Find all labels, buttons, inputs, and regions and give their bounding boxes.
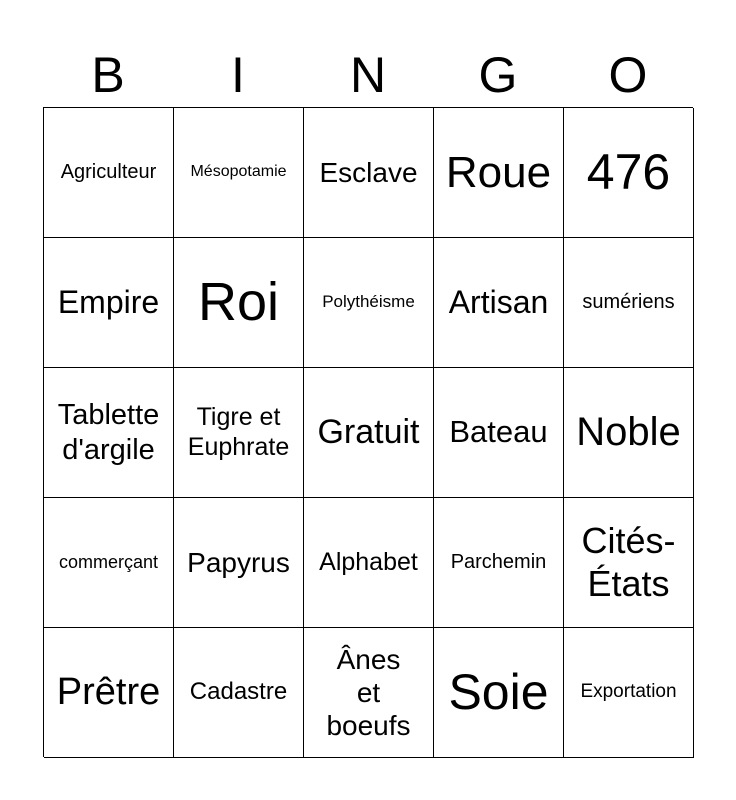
bingo-cell[interactable]: Mésopotamie [174, 108, 304, 238]
bingo-cell[interactable]: Papyrus [174, 498, 304, 628]
header-letter-o: O [608, 47, 648, 103]
bingo-cell[interactable]: Noble [564, 368, 694, 498]
bingo-cell[interactable]: Agriculteur [44, 108, 174, 238]
bingo-cell[interactable]: Prêtre [44, 628, 174, 758]
bingo-cell[interactable]: Gratuit [304, 368, 434, 498]
bingo-cell[interactable]: Cadastre [174, 628, 304, 758]
bingo-cell[interactable]: Tigre et Euphrate [174, 368, 304, 498]
bingo-cell[interactable]: 476 [564, 108, 694, 238]
bingo-grid [43, 107, 693, 757]
bingo-cell[interactable]: Cités-États [564, 498, 694, 628]
bingo-cell[interactable]: Polythéisme [304, 238, 434, 368]
bingo-cell[interactable]: Empire [44, 238, 174, 368]
bingo-cell[interactable]: Alphabet [304, 498, 434, 628]
bingo-cell[interactable]: sumériens [564, 238, 694, 368]
header-letter-g: G [478, 47, 518, 103]
bingo-cell[interactable]: commerçant [44, 498, 174, 628]
bingo-cell[interactable]: Artisan [434, 238, 564, 368]
bingo-cell[interactable]: Bateau [434, 368, 564, 498]
bingo-cell[interactable]: Roue [434, 108, 564, 238]
header-letter-i: I [231, 47, 245, 103]
bingo-cell[interactable]: Tablette d'argile [44, 368, 174, 498]
bingo-cell[interactable]: Ânes et boeufs [304, 628, 434, 758]
header-letter-n: N [349, 47, 387, 103]
header-letter-b: B [91, 47, 125, 103]
bingo-header [43, 42, 693, 108]
bingo-cell[interactable]: Exportation [564, 628, 694, 758]
bingo-cell[interactable]: Soie [434, 628, 564, 758]
bingo-cell[interactable]: Esclave [304, 108, 434, 238]
bingo-cell[interactable]: Parchemin [434, 498, 564, 628]
bingo-cell[interactable]: Roi [174, 238, 304, 368]
